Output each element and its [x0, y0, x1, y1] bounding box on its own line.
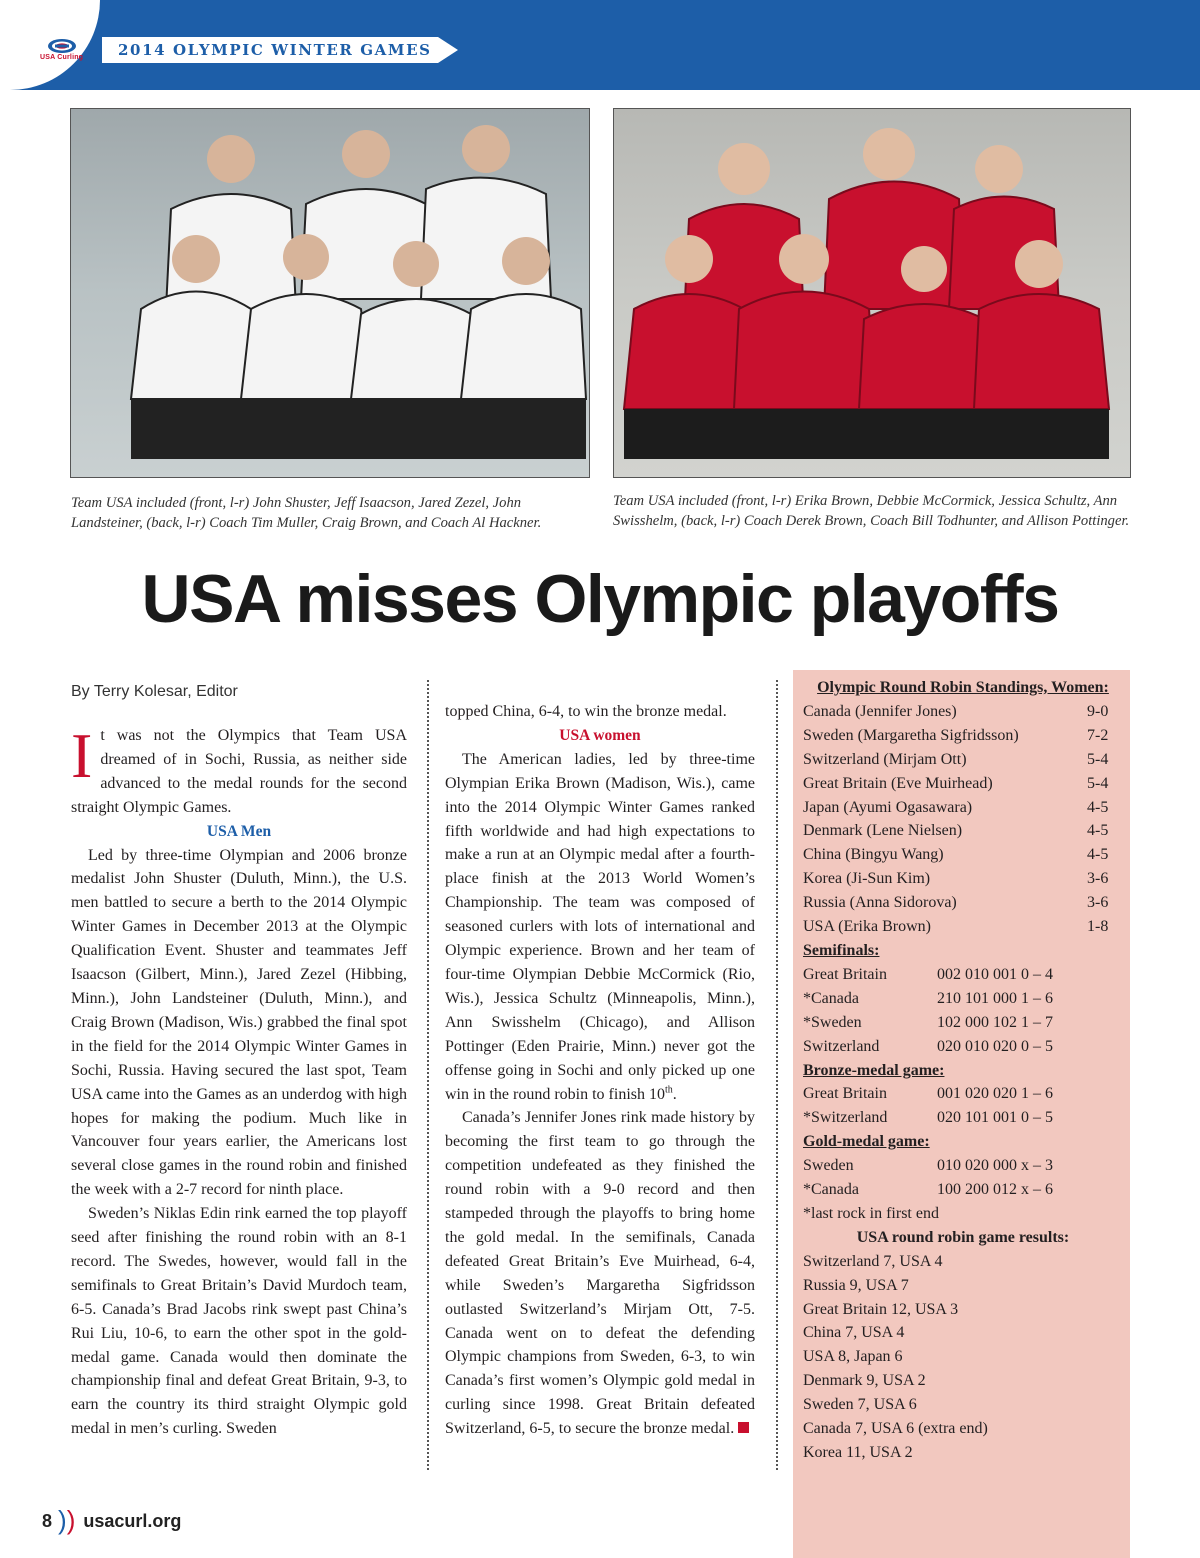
team-name: *Sweden: [803, 1013, 862, 1031]
score: 5-4: [1087, 750, 1109, 768]
team-name: Switzerland: [803, 1037, 880, 1055]
semifinals-scores: [803, 963, 1123, 1059]
linescore-row: [803, 1154, 1123, 1178]
result-item: Switzerland 7, USA 4: [803, 1252, 943, 1270]
standings-row: [803, 772, 1123, 796]
score: 001 020 020 1 – 6: [937, 1085, 1053, 1103]
score: 020 101 001 0 – 5: [937, 1109, 1053, 1127]
team-name: *Switzerland: [803, 1109, 888, 1127]
score: 210 101 000 1 – 6: [937, 989, 1053, 1007]
column-divider-2: [776, 680, 778, 1470]
standings-row: [803, 796, 1123, 820]
page-footer: [42, 1503, 181, 1534]
men-photo-caption: Team USA included (front, l-r) John Shuster, Jeff Isaacson, Jared Zezel, John Landsteiner, (back, l-r) Coach Tim Muller, Craig Brown, and Coach Al Hackner.: [71, 495, 542, 531]
hammer-note: *last rock in first end: [803, 1204, 939, 1222]
team-name: Canada (Jennifer Jones): [803, 702, 957, 720]
footer-bracket-red: ): [66, 1505, 76, 1535]
linescore-row: [803, 987, 1123, 1011]
team-name: Great Britain: [803, 1085, 887, 1103]
team-name: Sweden (Margaretha Sigfridsson): [803, 726, 1019, 744]
standings-table: [803, 700, 1123, 939]
result-item: USA 8, Japan 6: [803, 1348, 903, 1366]
standings-row: [803, 843, 1123, 867]
linescore-row: [803, 1106, 1123, 1130]
women-paragraph-1: [445, 748, 755, 1107]
women-heading: USA women: [559, 726, 641, 744]
team-name: Sweden: [803, 1157, 854, 1175]
footer-bracket-blue: ): [58, 1505, 67, 1535]
standings-row: [803, 700, 1123, 724]
women-p1-end: .: [672, 1085, 677, 1103]
standings-row: [803, 748, 1123, 772]
column-divider: [427, 680, 429, 1470]
linescore-row: [803, 1011, 1123, 1035]
score: 3-6: [1087, 894, 1109, 912]
women-p2-text: Canada’s Jennifer Jones rink made history by becoming the first team to go through the competition undefeated as they finished the round robin with a 9-0 record and then stampeded through the playoffs to bring home the gold medal. In the semifinals, Canada defeated Great Britain’s Eve Muirhead, 6-4, while Sweden’s Margaretha Sigfridsson outlasted Switzerland’s Mirjam Ott, 7-5. Canada went on to defeat the defending Olympic champions from Sweden, 6-3, to win Canada’s first women’s Olympic gold medal in curling since 1998. Great Britain defeated Switzerland, 6-5, to secure the bronze medal.: [445, 1109, 755, 1438]
standings-title: Olympic Round Robin Standings, Women:: [817, 679, 1109, 696]
linescore-row: [803, 1178, 1123, 1202]
results-title: USA round robin game results:: [856, 1228, 1070, 1246]
team-name: Great Britain (Eve Muirhead): [803, 774, 993, 792]
byline: By Terry Kolesar, Editor: [71, 683, 238, 700]
standings-row: [803, 891, 1123, 915]
result-item: Sweden 7, USA 6: [803, 1396, 917, 1414]
score: 3-6: [1087, 870, 1109, 888]
bronze-title: Bronze-medal game:: [803, 1061, 945, 1079]
score: 102 000 102 1 – 7: [937, 1013, 1053, 1031]
team-name: USA (Erika Brown): [803, 918, 931, 936]
linescore-row: [803, 963, 1123, 987]
standings-row: [803, 915, 1123, 939]
women-p1-text: The American ladies, led by three-time Olympian Erika Brown (Madison, Wis.), came into the 2014 Olympic Winter Games ranked fifth worldwide and had high expectations to make a run at an Olympic medal after a fourth-place finish at the 2013 World Women’s Championship. The team was composed of seasoned curlers with lots of international and Olympic experience. Brown and her team of four-time Olympian Debbie McCormick (Rio, Wis.), Jessica Schultz (Minneapolis, Minn.), Ann Swisshelm (Chicago), and Allison Pottinger (Eden Prairie, Minn.) never got the offense going in Sochi and only picked up one win in the round robin to finish 10: [445, 750, 755, 1103]
intro-paragraph: [71, 720, 407, 820]
result-item: Denmark 9, USA 2: [803, 1372, 926, 1390]
score: 1-8: [1087, 918, 1109, 936]
score: 4-5: [1087, 822, 1109, 840]
usa-results-list: [803, 1250, 1123, 1465]
ordinal-suffix: th: [664, 1084, 673, 1096]
score: 5-4: [1087, 774, 1109, 792]
gold-scores: [803, 1154, 1123, 1202]
score: 010 020 000 x – 3: [937, 1157, 1053, 1175]
men-paragraph-1: Led by three-time Olympian and 2006 bronze medalist John Shuster (Duluth, Minn.), the U.S. men battled to secure a berth to the 2014 Olympic Winter Games in December 2013 at the Olympic Qualification Event. Shuster and teammates Jeff Isaacson (Gilbert, Minn.), Jared Zezel (Hibbing, Minn.), John Landsteiner (Duluth, Minn.), and Craig Brown (Madison, Wis.) grabbed the final spot in the field for the 2014 Olympic Winter Games in Sochi, Russia. Having secured the last spot, Team USA came into the Games as an underdog with high hopes for making the podium. Much like in Vancouver four years earlier, the Americans lost several close games in the round robin and finished the week with a 2-7 record for ninth place.: [71, 846, 407, 1199]
article-column-2: [445, 700, 755, 1441]
men-heading: USA Men: [206, 822, 272, 840]
team-name: Japan (Ayumi Ogasawara): [803, 798, 973, 816]
team-name: Korea (Ji-Sun Kim): [803, 870, 931, 888]
score: 7-2: [1087, 726, 1109, 744]
section-tab: [102, 37, 438, 63]
standings-row: [803, 819, 1123, 843]
score: 4-5: [1087, 846, 1109, 864]
headline: USA misses Olympic playoffs: [141, 561, 1059, 637]
results-sidebar: [793, 670, 1130, 1558]
gold-title: Gold-medal game:: [803, 1133, 930, 1151]
linescore-row: [803, 1035, 1123, 1059]
result-item: Canada 7, USA 6 (extra end): [803, 1420, 988, 1438]
result-item: China 7, USA 4: [803, 1324, 905, 1342]
logo-wordmark: USA Curling: [40, 54, 84, 61]
standings-row: [803, 724, 1123, 748]
semifinals-title: Semifinals:: [803, 941, 880, 959]
col2-continuation: topped China, 6-4, to win the bronze medal.: [445, 703, 727, 720]
article-column-1: [71, 720, 407, 1441]
result-item: Korea 11, USA 2: [803, 1444, 913, 1461]
section-label: 2014 OLYMPIC WINTER GAMES: [118, 41, 432, 59]
score: 4-5: [1087, 798, 1109, 816]
women-paragraph-2: [445, 1106, 755, 1441]
score: 9-0: [1087, 702, 1109, 720]
result-item: Great Britain 12, USA 3: [803, 1300, 959, 1318]
end-of-story-mark: [738, 1422, 749, 1433]
score: 020 010 020 0 – 5: [937, 1037, 1053, 1055]
intro-text: t was not the Olympics that Team USA dreamed of in Sochi, Russia, as neither side advanced to the medal rounds for the second straight Olympic Games.: [71, 727, 407, 816]
score: 002 010 001 0 – 4: [937, 965, 1053, 983]
team-name: *Canada: [803, 989, 859, 1007]
men-team-photo: [70, 108, 590, 478]
team-name: Great Britain: [803, 965, 887, 983]
bronze-scores: [803, 1082, 1123, 1130]
result-item: Russia 9, USA 7: [803, 1276, 909, 1294]
team-name: Switzerland (Mirjam Ott): [803, 750, 967, 768]
linescore-row: [803, 1082, 1123, 1106]
page-number: 8: [42, 1511, 53, 1531]
women-team-photo: [613, 108, 1131, 478]
men-paragraph-2: Sweden’s Niklas Edin rink earned the top playoff seed after finishing the round robin with an 8-1 record. The Swedes, however, would fall in the semifinals to Great Britain’s David Murdoch team, 6-5. Canada’s Brad Jacobs rink swept past China’s Rui Liu, 10-6, to earn the other spot in the gold-medal game. Canada would then dominate the championship final and defeat Great Britain, 9-3, to earn the country its third straight Olympic gold medal in men’s curling. Sweden: [71, 1205, 407, 1438]
team-name: Russia (Anna Sidorova): [803, 894, 957, 912]
team-name: Denmark (Lene Nielsen): [803, 822, 963, 840]
women-photo-caption: Team USA included (front, l-r) Erika Brown, Debbie McCormick, Jessica Schultz, Ann Swisshelm, (back, l-r) Coach Derek Brown, Coach Bill Todhunter, and Allison Pottinger.: [613, 493, 1130, 529]
standings-row: [803, 867, 1123, 891]
drop-cap: I: [71, 720, 93, 791]
team-name: *Canada: [803, 1181, 859, 1199]
score: 100 200 012 x – 6: [937, 1181, 1053, 1199]
team-name: China (Bingyu Wang): [803, 846, 944, 864]
sidebar-content: [803, 676, 1123, 1465]
footer-site: usacurl.org: [83, 1511, 182, 1531]
